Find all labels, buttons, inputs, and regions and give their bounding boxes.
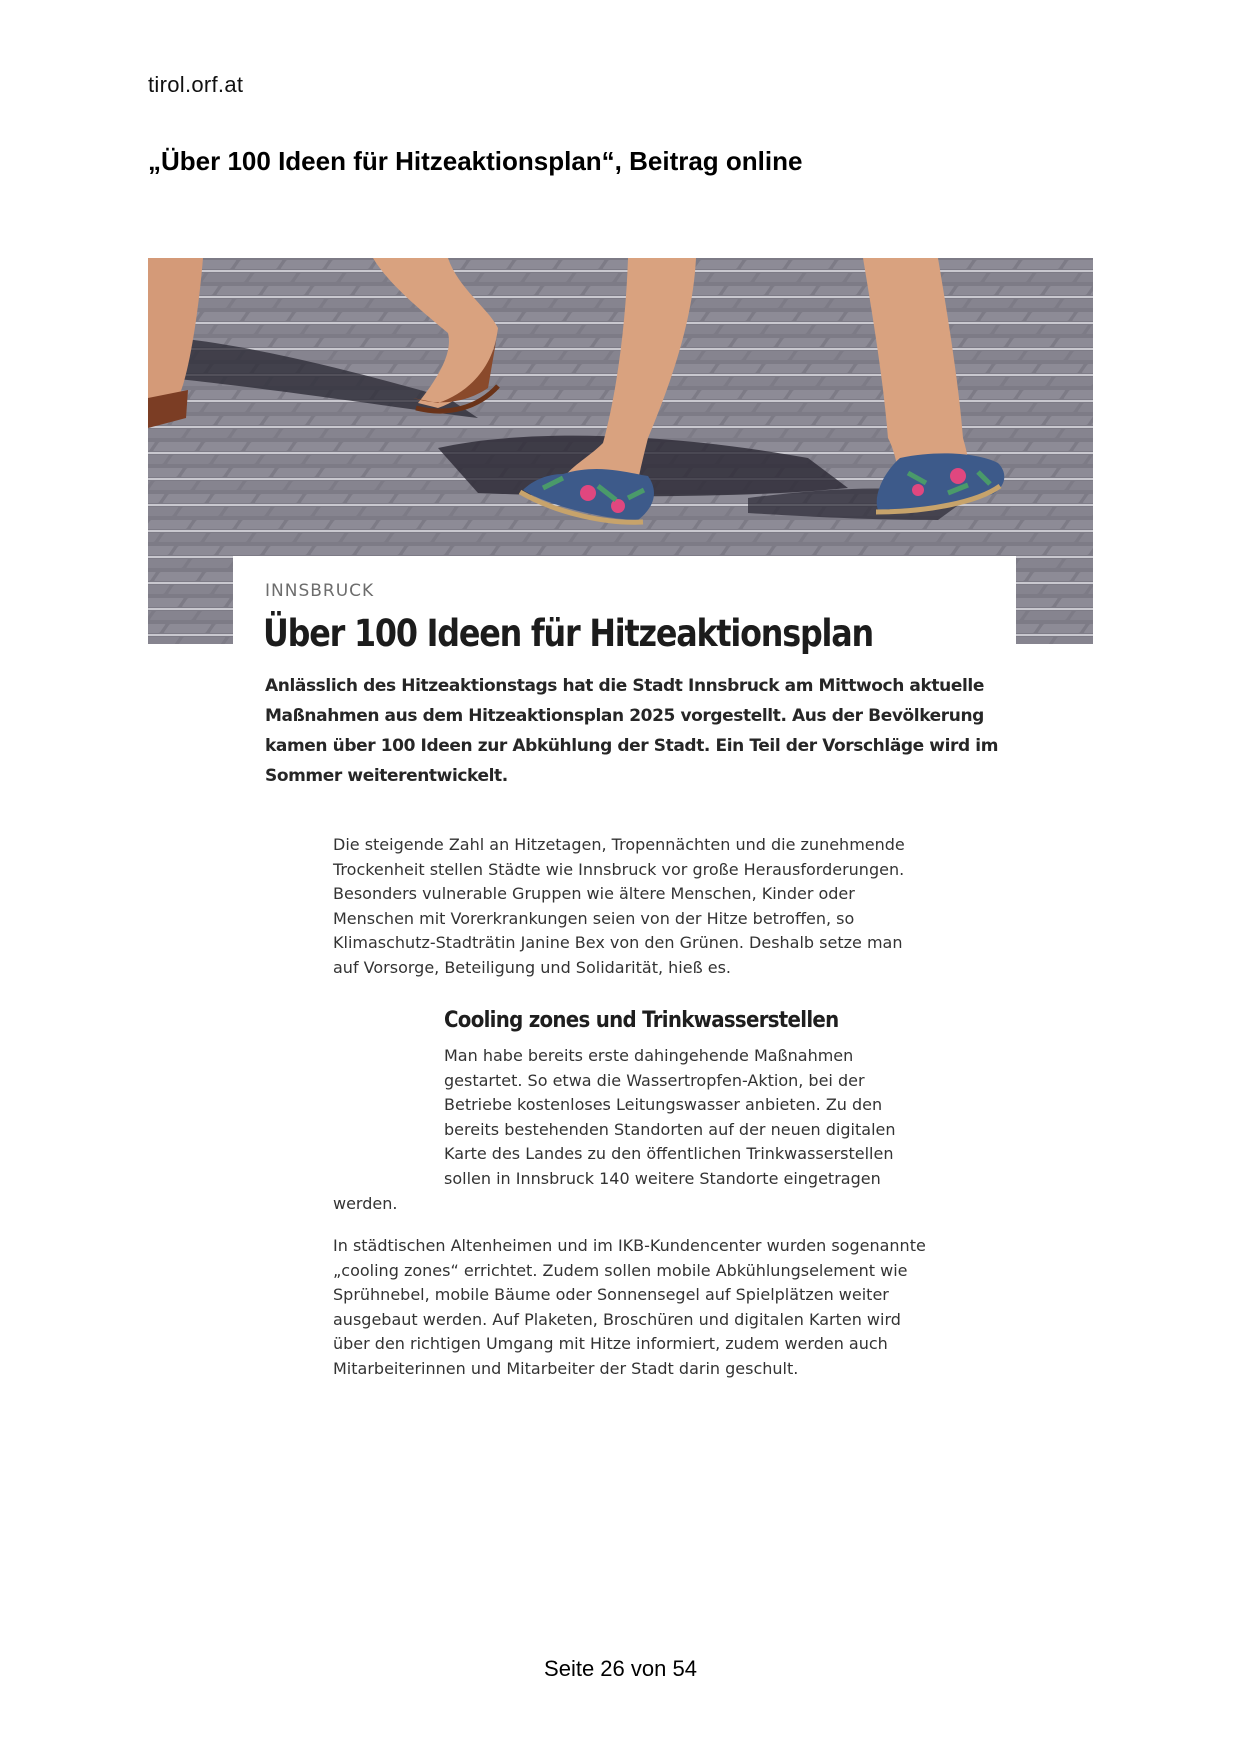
article-paragraph-continuation: werden.: [333, 1194, 398, 1213]
article-paragraph: Die steigende Zahl an Hitzetagen, Tropennächten und die zunehmende Trockenheit stellen Städte wie Innsbruck vor große Herausforderungen. Besonders vulnerable Gruppen wie ältere Menschen, Kinder oder Menschen mit Vorerkrankungen seien von der Hitze betroffen, so Klimaschutz-Stadträtin Janine Bex von den Grünen. Deshalb setze man auf Vorsorge, Beteiligung und Solidarität, hieß es.: [333, 835, 905, 977]
article-kicker: INNSBRUCK: [265, 581, 375, 601]
article-paragraph: Man habe bereits erste dahingehende Maßnahmen gestartet. So etwa die Wassertropfen-Aktion, bei der Betriebe kostenloses Leitungswasser anbieten. Zu den bereits bestehenden Standorten auf der neuen digitalen Karte des Landes zu den öffentlichen Trinkwasserstellen sollen in Innsbruck 140 weitere Standorte eingetragen: [444, 1046, 896, 1188]
source-label: tirol.orf.at: [148, 72, 244, 97]
document-title: „Über 100 Ideen für Hitzeaktionsplan“, Beitrag online: [148, 146, 803, 176]
page-number: Seite 26 von 54: [544, 1656, 697, 1681]
article-lead: Anlässlich des Hitzeaktionstags hat die Stadt Innsbruck am Mittwoch aktuelle Maßnahmen aus dem Hitzeaktionsplan 2025 vorgestellt. Aus der Bevölkerung kamen über 100 Ideen zur Abkühlung der Stadt. Ein Teil der Vorschläge wird im Sommer weiterentwickelt.: [265, 676, 999, 786]
article-subheading: Cooling zones und Trinkwasserstellen: [444, 1008, 839, 1033]
article-paragraph: In städtischen Altenheimen und im IKB-Kundencenter wurden sogenannte „cooling zones“ errichtet. Zudem sollen mobile Abkühlungselement wie Sprühnebel, mobile Bäume oder Sonnensegel auf Spielplätzen weiter ausgebaut werden. Auf Plaketen, Broschüren und digitalen Karten wird über den richtigen Umgang mit Hitze informiert, zudem werden auch Mitarbeiterinnen und Mitarbeiter der Stadt darin geschult.: [333, 1236, 926, 1378]
article-headline: Über 100 Ideen für Hitzeaktionsplan: [263, 612, 873, 655]
